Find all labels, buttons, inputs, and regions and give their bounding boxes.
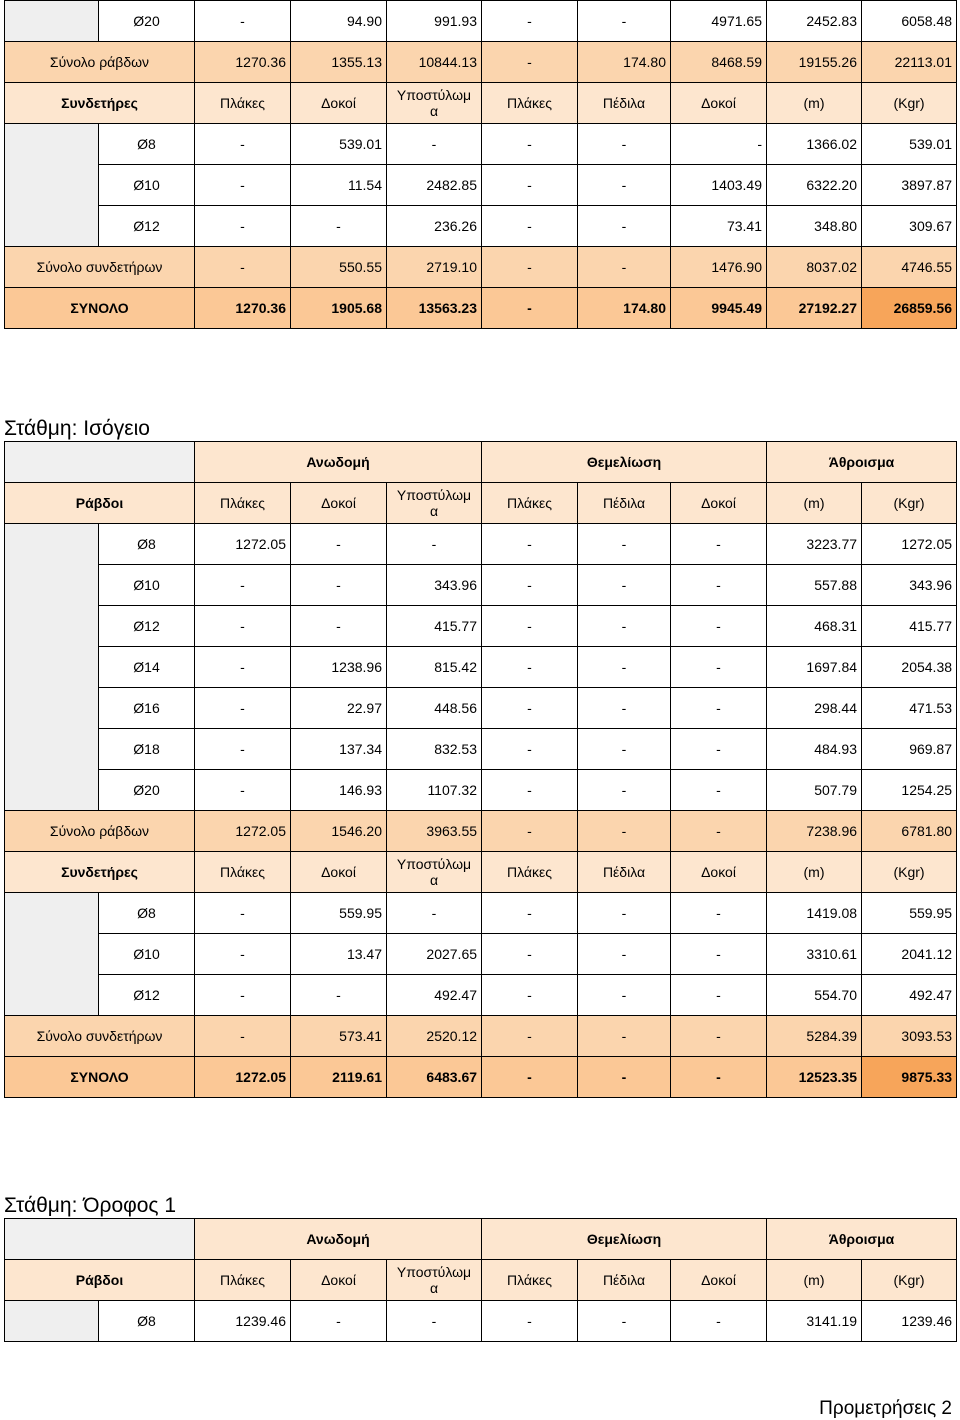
table-row — [5, 606, 957, 647]
header-cell: Υποστύλωμα — [387, 1260, 482, 1301]
header-cell: Δοκοί — [291, 83, 387, 124]
header-cell: (Kgr) — [862, 483, 957, 524]
cell: - — [195, 206, 291, 247]
cell: 550.55 — [291, 247, 387, 288]
cell: - — [578, 729, 671, 770]
cell: 3223.77 — [767, 524, 862, 565]
level-table-floor1 — [4, 1218, 957, 1342]
level-table-ground — [4, 441, 957, 1098]
cell: 573.41 — [291, 1016, 387, 1057]
header-cell: (m) — [767, 1260, 862, 1301]
cell: - — [195, 165, 291, 206]
header-cell: Υποστύλωμα — [387, 852, 482, 893]
row-label: Ø18 — [99, 729, 195, 770]
cell: 348.80 — [767, 206, 862, 247]
total-row — [5, 288, 957, 329]
stirrups-sum-row — [5, 247, 957, 288]
cell: - — [482, 893, 578, 934]
header-cell: Πέδιλα — [578, 1260, 671, 1301]
cell: - — [291, 606, 387, 647]
row-label: Ø8 — [99, 1301, 195, 1342]
header-cell: Πέδιλα — [578, 483, 671, 524]
cell: - — [387, 893, 482, 934]
cell: 1239.46 — [862, 1301, 957, 1342]
header-cell: Υποστύλωμα — [387, 483, 482, 524]
cell: 415.77 — [387, 606, 482, 647]
cell: 2054.38 — [862, 647, 957, 688]
header-cell: Συνδετήρες — [5, 83, 195, 124]
header-cell: Πλάκες — [482, 83, 578, 124]
cell: 969.87 — [862, 729, 957, 770]
cell: 1254.25 — [862, 770, 957, 811]
cell: 2041.12 — [862, 934, 957, 975]
header-cell: (m) — [767, 83, 862, 124]
cell: 2520.12 — [387, 1016, 482, 1057]
cell: - — [195, 565, 291, 606]
cell: 507.79 — [767, 770, 862, 811]
cell: 1419.08 — [767, 893, 862, 934]
cell: - — [671, 1016, 767, 1057]
cell: - — [482, 165, 578, 206]
cell: 815.42 — [387, 647, 482, 688]
cell: - — [387, 524, 482, 565]
cell: - — [578, 975, 671, 1016]
table-row — [5, 975, 957, 1016]
cell: - — [195, 247, 291, 288]
header-cell: (m) — [767, 852, 862, 893]
cell: 26859.56 — [862, 288, 957, 329]
header-cell: (m) — [767, 483, 862, 524]
cell: 4746.55 — [862, 247, 957, 288]
cell: - — [482, 247, 578, 288]
cell: - — [195, 606, 291, 647]
row-spacer — [5, 1, 99, 42]
group-header-row — [5, 1219, 957, 1260]
table-row — [5, 565, 957, 606]
row-spacer — [5, 524, 99, 811]
cell: - — [482, 647, 578, 688]
cell: - — [195, 1016, 291, 1057]
rebar-sum-row — [5, 42, 957, 83]
cell: 559.95 — [291, 893, 387, 934]
cell: - — [671, 1057, 767, 1098]
row-spacer — [5, 124, 99, 247]
cell: - — [578, 1, 671, 42]
cell: 8468.59 — [671, 42, 767, 83]
row-label: Ø16 — [99, 688, 195, 729]
stirrups-header-row — [5, 852, 957, 893]
cell: - — [482, 811, 578, 852]
cell: - — [482, 606, 578, 647]
row-label: Ø12 — [99, 206, 195, 247]
cell: 2719.10 — [387, 247, 482, 288]
row-spacer — [5, 893, 99, 1016]
cell: - — [578, 247, 671, 288]
cell: - — [671, 606, 767, 647]
cell: - — [671, 124, 767, 165]
cell: 6058.48 — [862, 1, 957, 42]
table-row — [5, 206, 957, 247]
cell: 492.47 — [387, 975, 482, 1016]
group-header-row — [5, 442, 957, 483]
cell: - — [482, 729, 578, 770]
cell: - — [291, 524, 387, 565]
cell: 22.97 — [291, 688, 387, 729]
cell: - — [482, 1016, 578, 1057]
row-label: Σύνολο συνδετήρων — [5, 247, 195, 288]
cell: 1270.36 — [195, 288, 291, 329]
cell: 11.54 — [291, 165, 387, 206]
cell: - — [671, 811, 767, 852]
cell: 1697.84 — [767, 647, 862, 688]
cell: - — [291, 206, 387, 247]
cell: 3093.53 — [862, 1016, 957, 1057]
cell: - — [578, 934, 671, 975]
corner-cell — [5, 1219, 195, 1260]
cell: - — [291, 975, 387, 1016]
cell: - — [671, 975, 767, 1016]
header-cell: Δοκοί — [671, 1260, 767, 1301]
header-cell: Πλάκες — [195, 83, 291, 124]
cell: - — [671, 647, 767, 688]
cell: - — [671, 565, 767, 606]
cell: 73.41 — [671, 206, 767, 247]
row-label: Ø8 — [99, 524, 195, 565]
cell: 1107.32 — [387, 770, 482, 811]
cell: 94.90 — [291, 1, 387, 42]
cell: - — [671, 934, 767, 975]
header-cell: Πέδιλα — [578, 83, 671, 124]
cell: - — [578, 1301, 671, 1342]
cell: 146.93 — [291, 770, 387, 811]
cell: 1403.49 — [671, 165, 767, 206]
table-row — [5, 124, 957, 165]
cell: 1905.68 — [291, 288, 387, 329]
stirrups-header-row — [5, 83, 957, 124]
cell: - — [195, 729, 291, 770]
cell: 1355.13 — [291, 42, 387, 83]
cell: 539.01 — [291, 124, 387, 165]
cell: 1366.02 — [767, 124, 862, 165]
cell: - — [671, 729, 767, 770]
cell: 4971.65 — [671, 1, 767, 42]
cell: 10844.13 — [387, 42, 482, 83]
group-header: Ανωδομή — [195, 1219, 482, 1260]
group-header: Άθροισμα — [767, 1219, 957, 1260]
cell: 3897.87 — [862, 165, 957, 206]
cell: 7238.96 — [767, 811, 862, 852]
header-cell: Δοκοί — [291, 483, 387, 524]
row-label: Ø8 — [99, 124, 195, 165]
table-row — [5, 688, 957, 729]
row-label: Ø8 — [99, 893, 195, 934]
cell: - — [482, 42, 578, 83]
cell: - — [578, 1057, 671, 1098]
table-row — [5, 1, 957, 42]
cell: 471.53 — [862, 688, 957, 729]
corner-cell — [5, 442, 195, 483]
cell: 484.93 — [767, 729, 862, 770]
row-label: Σύνολο ράβδων — [5, 42, 195, 83]
cell: 3963.55 — [387, 811, 482, 852]
cell: - — [578, 1016, 671, 1057]
cell: - — [195, 934, 291, 975]
cell: - — [291, 565, 387, 606]
header-cell: Δοκοί — [671, 852, 767, 893]
group-header: Ανωδομή — [195, 442, 482, 483]
cell: - — [482, 524, 578, 565]
header-cell: Συνδετήρες — [5, 852, 195, 893]
cell: 3141.19 — [767, 1301, 862, 1342]
header-cell: (Kgr) — [862, 83, 957, 124]
cell: - — [671, 893, 767, 934]
cell: - — [578, 206, 671, 247]
cell: 22113.01 — [862, 42, 957, 83]
table-row — [5, 893, 957, 934]
table-row — [5, 524, 957, 565]
cell: 1272.05 — [195, 524, 291, 565]
table-row — [5, 934, 957, 975]
cell: - — [578, 524, 671, 565]
rebar-header-row — [5, 483, 957, 524]
rebar-header-row — [5, 1260, 957, 1301]
row-label: Σύνολο συνδετήρων — [5, 1016, 195, 1057]
cell: - — [195, 1, 291, 42]
cell: - — [578, 893, 671, 934]
page-footer: Προμετρήσεις 2 — [819, 1398, 952, 1419]
cell: 2452.83 — [767, 1, 862, 42]
header-cell: Πέδιλα — [578, 852, 671, 893]
cell: - — [482, 288, 578, 329]
cell: 5284.39 — [767, 1016, 862, 1057]
cell: - — [671, 688, 767, 729]
cell: - — [578, 688, 671, 729]
cell: 539.01 — [862, 124, 957, 165]
row-spacer — [5, 1301, 99, 1342]
header-cell: Ράβδοι — [5, 1260, 195, 1301]
cell: 6322.20 — [767, 165, 862, 206]
cell: - — [482, 770, 578, 811]
cell: - — [482, 1301, 578, 1342]
header-cell: Πλάκες — [195, 1260, 291, 1301]
cell: 1239.46 — [195, 1301, 291, 1342]
cell: 9945.49 — [671, 288, 767, 329]
cell: - — [482, 124, 578, 165]
cell: - — [671, 524, 767, 565]
header-cell: (Kgr) — [862, 852, 957, 893]
cell: 13.47 — [291, 934, 387, 975]
cell: 557.88 — [767, 565, 862, 606]
cell: - — [578, 647, 671, 688]
row-label: Ø20 — [99, 770, 195, 811]
level-title: Στάθμη: Ισόγειο — [4, 417, 150, 440]
group-header: Θεμελίωση — [482, 442, 767, 483]
header-cell: Πλάκες — [482, 852, 578, 893]
row-label: Ø10 — [99, 565, 195, 606]
cell: 3310.61 — [767, 934, 862, 975]
header-cell: Δοκοί — [291, 852, 387, 893]
row-label: ΣΥΝΟΛΟ — [5, 1057, 195, 1098]
cell: 2482.85 — [387, 165, 482, 206]
cell: - — [671, 1301, 767, 1342]
cell: - — [482, 565, 578, 606]
cell: - — [482, 934, 578, 975]
cell: 448.56 — [387, 688, 482, 729]
cell: - — [195, 647, 291, 688]
cell: - — [578, 606, 671, 647]
row-label: Ø20 — [99, 1, 195, 42]
cell: 12523.35 — [767, 1057, 862, 1098]
group-header: Άθροισμα — [767, 442, 957, 483]
cell: 1272.05 — [195, 1057, 291, 1098]
cell: 2027.65 — [387, 934, 482, 975]
summary-table-top — [4, 0, 957, 329]
header-cell: Υποστύλωμα — [387, 83, 482, 124]
cell: - — [578, 165, 671, 206]
cell: 832.53 — [387, 729, 482, 770]
cell: 492.47 — [862, 975, 957, 1016]
stirrups-sum-row — [5, 1016, 957, 1057]
header-cell: (Kgr) — [862, 1260, 957, 1301]
header-cell: Πλάκες — [482, 483, 578, 524]
cell: - — [387, 124, 482, 165]
cell: 236.26 — [387, 206, 482, 247]
table-row — [5, 647, 957, 688]
cell: 1546.20 — [291, 811, 387, 852]
cell: - — [578, 124, 671, 165]
cell: 1272.05 — [195, 811, 291, 852]
cell: - — [195, 688, 291, 729]
cell: 1238.96 — [291, 647, 387, 688]
cell: - — [387, 1301, 482, 1342]
cell: - — [195, 124, 291, 165]
group-header: Θεμελίωση — [482, 1219, 767, 1260]
cell: 343.96 — [387, 565, 482, 606]
cell: - — [578, 770, 671, 811]
cell: - — [195, 893, 291, 934]
row-label: Σύνολο ράβδων — [5, 811, 195, 852]
cell: 415.77 — [862, 606, 957, 647]
cell: - — [482, 206, 578, 247]
row-label: Ø12 — [99, 606, 195, 647]
rebar-sum-row — [5, 811, 957, 852]
cell: 468.31 — [767, 606, 862, 647]
cell: 1476.90 — [671, 247, 767, 288]
cell: - — [195, 975, 291, 1016]
cell: 137.34 — [291, 729, 387, 770]
cell: - — [578, 565, 671, 606]
cell: 1272.05 — [862, 524, 957, 565]
cell: - — [578, 811, 671, 852]
row-label: Ø10 — [99, 934, 195, 975]
cell: 27192.27 — [767, 288, 862, 329]
cell: 8037.02 — [767, 247, 862, 288]
table-row — [5, 1301, 957, 1342]
table-row — [5, 770, 957, 811]
cell: 309.67 — [862, 206, 957, 247]
table-row — [5, 729, 957, 770]
header-cell: Ράβδοι — [5, 483, 195, 524]
cell: 6781.80 — [862, 811, 957, 852]
row-label: Ø10 — [99, 165, 195, 206]
header-cell: Δοκοί — [671, 83, 767, 124]
cell: - — [291, 1301, 387, 1342]
header-cell: Πλάκες — [482, 1260, 578, 1301]
cell: 991.93 — [387, 1, 482, 42]
cell: - — [482, 688, 578, 729]
cell: 559.95 — [862, 893, 957, 934]
header-cell: Δοκοί — [671, 483, 767, 524]
cell: 174.80 — [578, 288, 671, 329]
cell: - — [482, 975, 578, 1016]
table-row — [5, 165, 957, 206]
row-label: ΣΥΝΟΛΟ — [5, 288, 195, 329]
cell: - — [195, 770, 291, 811]
row-label: Ø12 — [99, 975, 195, 1016]
cell: 554.70 — [767, 975, 862, 1016]
header-cell: Δοκοί — [291, 1260, 387, 1301]
cell: 9875.33 — [862, 1057, 957, 1098]
level-title: Στάθμη: Όροφος 1 — [4, 1194, 177, 1217]
cell: - — [671, 770, 767, 811]
cell: - — [482, 1, 578, 42]
cell: 6483.67 — [387, 1057, 482, 1098]
cell: 2119.61 — [291, 1057, 387, 1098]
cell: 298.44 — [767, 688, 862, 729]
cell: - — [482, 1057, 578, 1098]
cell: 19155.26 — [767, 42, 862, 83]
row-label: Ø14 — [99, 647, 195, 688]
cell: 13563.23 — [387, 288, 482, 329]
total-row — [5, 1057, 957, 1098]
cell: 343.96 — [862, 565, 957, 606]
header-cell: Πλάκες — [195, 852, 291, 893]
cell: 174.80 — [578, 42, 671, 83]
header-cell: Πλάκες — [195, 483, 291, 524]
cell: 1270.36 — [195, 42, 291, 83]
